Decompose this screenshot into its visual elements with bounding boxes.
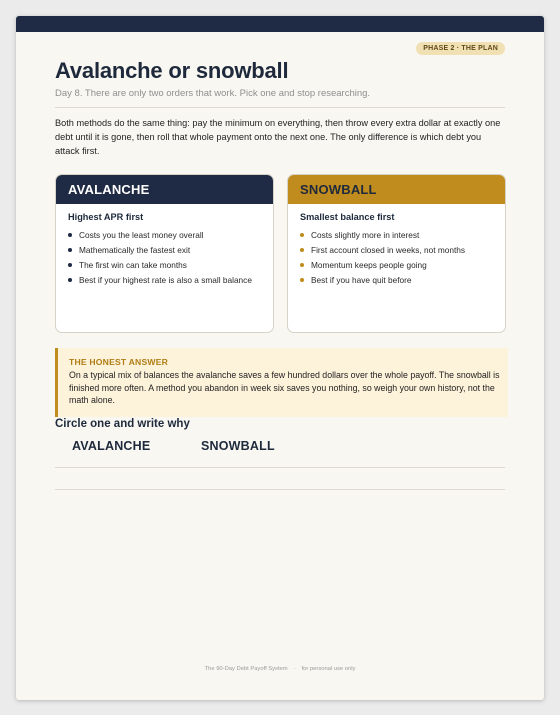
page-subtitle: Day 8. There are only two orders that work. Pick one and stop researching. bbox=[55, 88, 371, 99]
list-item: Costs slightly more in interest bbox=[300, 228, 505, 243]
list-item: Momentum keeps people going bbox=[300, 258, 505, 273]
exercise-prompt: Circle one and write why bbox=[55, 418, 190, 430]
callout-title: THE HONEST ANSWER bbox=[69, 357, 169, 367]
footer-separator: · bbox=[293, 666, 296, 672]
bullet-dot-icon bbox=[68, 263, 72, 267]
writing-line[interactable] bbox=[55, 467, 505, 468]
honest-answer-callout bbox=[55, 348, 508, 417]
writing-line[interactable] bbox=[55, 489, 505, 490]
avalanche-card bbox=[55, 174, 274, 333]
top-color-bar bbox=[16, 16, 544, 32]
footer-product: The 90-Day Debt Payoff System bbox=[204, 666, 288, 672]
bullet-dot-icon bbox=[68, 248, 72, 252]
page-footer bbox=[16, 666, 544, 672]
phase-badge: PHASE 2 · THE PLAN bbox=[416, 42, 505, 55]
list-item: Best if you have quit before bbox=[300, 273, 505, 288]
list-item: The first win can take months bbox=[68, 258, 273, 273]
avalanche-list bbox=[56, 228, 273, 288]
list-item: Mathematically the fastest exit bbox=[68, 243, 273, 258]
bullet-dot-icon bbox=[68, 233, 72, 237]
bullet-dot-icon bbox=[300, 233, 304, 237]
avalanche-card-title: AVALANCHE bbox=[56, 175, 273, 204]
snowball-list bbox=[288, 228, 505, 288]
bullet-dot-icon bbox=[300, 278, 304, 282]
list-item: First account closed in weeks, not months bbox=[300, 243, 505, 258]
callout-body: On a typical mix of balances the avalanche saves a few hundred dollars over the whole payoff. The snowball is finished more often. A method you abandon in week six saves you nothing, so weigh your own history, not the math alone. bbox=[69, 370, 500, 406]
choice-snowball[interactable]: SNOWBALL bbox=[201, 439, 275, 453]
snowball-card-title: SNOWBALL bbox=[288, 175, 505, 204]
bullet-dot-icon bbox=[300, 248, 304, 252]
intro-paragraph: Both methods do the same thing: pay the minimum on everything, then throw every extra dollar at exactly one debt until it is gone, then roll that whole payment onto the next one. The only difference is which debt you attack first. bbox=[55, 118, 501, 156]
avalanche-card-subtitle: Highest APR first bbox=[68, 212, 144, 222]
list-item: Best if your highest rate is also a small balance bbox=[68, 273, 273, 288]
title-divider bbox=[55, 107, 505, 108]
snowball-card-subtitle: Smallest balance first bbox=[300, 212, 395, 222]
bullet-dot-icon bbox=[68, 278, 72, 282]
list-item: Costs you the least money overall bbox=[68, 228, 273, 243]
bullet-dot-icon bbox=[300, 263, 304, 267]
snowball-card bbox=[287, 174, 506, 333]
page-title: Avalanche or snowball bbox=[55, 58, 289, 83]
choice-avalanche[interactable]: AVALANCHE bbox=[72, 439, 151, 453]
worksheet-page bbox=[16, 16, 544, 700]
footer-license: for personal use only bbox=[301, 666, 356, 672]
